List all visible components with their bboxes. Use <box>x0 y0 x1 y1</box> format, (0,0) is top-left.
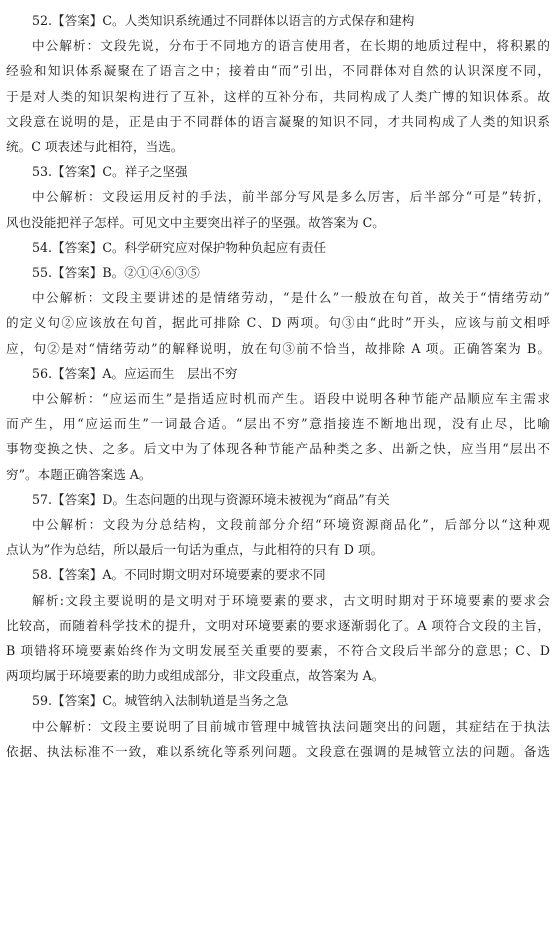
analysis-line: 依据、执法标准不一致，难以系统化等系列问题。文段意在强调的是城管立法的问题。备选 <box>6 743 550 759</box>
analysis-line: 而产生，用“应运而生”一词最合适。“层出不穷”意指接连不断地出现，没有止尽，比喻 <box>6 416 550 432</box>
analysis-line: 的定义句②应该放在句首，据此可排除 C、D 两项。句③由“此时”开头，应该与前文相呼 <box>6 315 550 331</box>
analysis-line: 点认为”作为总结，所以最后一句话为重点，与此相符的只有 D 项。 <box>6 542 384 558</box>
analysis-line: B 项错将环境要素始终作为文明发展至关重要的要素，不符合文段后半部分的意思；C、D <box>6 643 550 659</box>
analysis-line: 应，句②是对“情绪劳动”的解释说明，放在句③前不恰当，故排除 A 项。正确答案为 B。 <box>6 340 550 356</box>
analysis-line: 中公解析：文段先说，分布于不同地方的语言使用者，在长期的地质过程中，将积累的 <box>32 38 550 54</box>
analysis-line: 比较高，而随着科学技术的提升，文明对环境要素的要求逐渐弱化了。A 项符合文段的主旨， <box>6 617 550 633</box>
answer-line-53: 53.【答案】C。祥子之坚强 <box>32 164 188 180</box>
analysis-line: 风也没能把祥子怎样。可见文中主要突出祥子的坚强。故答案为 C。 <box>6 214 385 230</box>
analysis-line: 解析:文段主要说明的是文明对于环境要素的要求，古文明时期对于环境要素的要求会 <box>32 592 550 608</box>
analysis-line: 统。C 项表述与此相符，当选。 <box>6 139 184 155</box>
answer-line-57: 57.【答案】D。生态问题的出现与资源环境未被视为“商品”有关 <box>32 491 390 507</box>
answer-line-56: 56.【答案】A。应运而生 层出不穷 <box>32 365 238 381</box>
analysis-line: 事物变换之快、之多。后文中为了体现各种节能产品种类之多、出新之快，应当用“层出不 <box>6 441 550 457</box>
analysis-line: 中公解析：文段主要讲述的是情绪劳动，“是什么”一般放在句首，故关于“情绪劳动” <box>32 290 550 306</box>
answer-line-58: 58.【答案】A。不同时期文明对环境要素的要求不同 <box>32 567 326 583</box>
answer-line-54: 54.【答案】C。科学研究应对保护物种负起应有责任 <box>32 239 327 255</box>
analysis-line: 中公解析：文段运用反衬的手法，前半部分写风是多么厉害，后半部分“可是”转折， <box>32 189 550 205</box>
analysis-line: 中公解析：文段为分总结构，文段前部分介绍“环境资源商品化”，后部分以“这种观 <box>32 517 550 533</box>
analysis-line: 中公解析：文段主要说明了目前城市管理中城管执法问题突出的问题，其症结在于执法 <box>32 718 550 734</box>
analysis-line: 穷”。本题正确答案选 A。 <box>6 466 152 482</box>
answer-line-59: 59.【答案】C。城管纳入法制轨道是当务之急 <box>32 693 289 709</box>
analysis-line: 中公解析：“应运而生”是指适应时机而产生。语段中说明各种节能产品顺应车主需求 <box>32 391 550 407</box>
answer-line-52: 52.【答案】C。人类知识系统通过不同群体以语言的方式保存和建构 <box>32 13 415 28</box>
analysis-line: 文段意在说明的是，正是由于不同群体的语言凝聚的知识不同，才共同构成了人类的知识系 <box>6 113 550 129</box>
answer-line-55: 55.【答案】B。②①④⑥③⑤ <box>32 265 200 281</box>
analysis-line: 经验和知识体系凝聚在了语言之中；接着由“而”引出，不同群体对自然的认识深度不同， <box>6 63 550 79</box>
analysis-line: 于是对人类的知识架构进行了互补，这样的互补分布，共同构成了人类广博的知识体系。故 <box>6 88 550 104</box>
analysis-line: 两项均属于环境要素的助力或组成部分，非文段重点，故答案为 A。 <box>6 668 385 684</box>
